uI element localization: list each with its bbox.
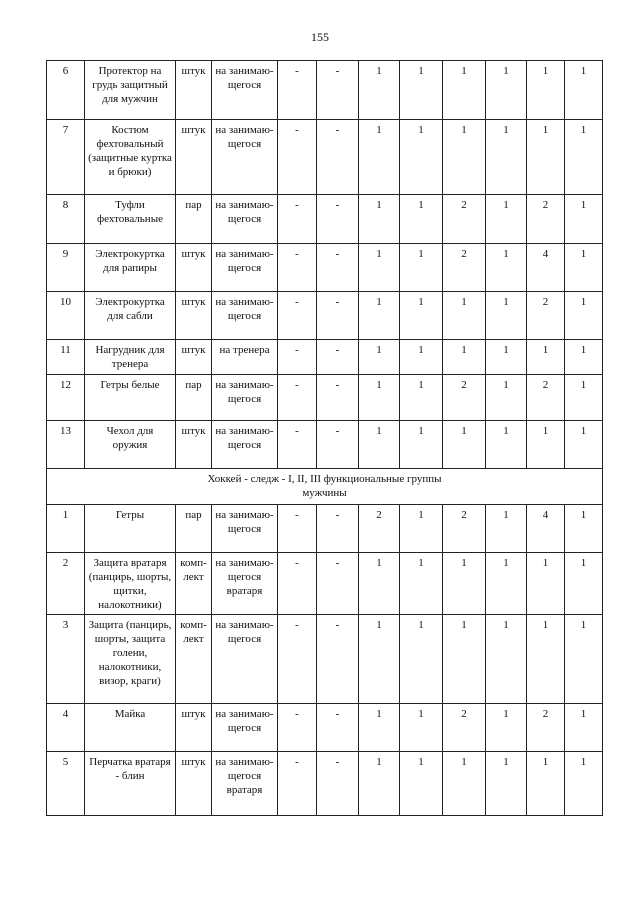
value-dash-cell: - xyxy=(278,421,317,469)
value-dash-cell: - xyxy=(278,244,317,292)
quantity-cell: 2 xyxy=(443,375,486,421)
section-body xyxy=(47,469,603,505)
value-dash-cell: - xyxy=(317,292,359,340)
value-dash-cell: - xyxy=(278,375,317,421)
quantity-cell: 2 xyxy=(359,505,400,553)
value-dash-cell: - xyxy=(278,752,317,816)
value-dash-cell: - xyxy=(278,704,317,752)
quantity-cell: 1 xyxy=(443,120,486,195)
quantity-cell: 1 xyxy=(565,375,603,421)
quantity-cell: 1 xyxy=(527,553,565,615)
value-dash-cell: - xyxy=(278,553,317,615)
quantity-cell: 1 xyxy=(443,421,486,469)
value-dash-cell: - xyxy=(278,615,317,704)
quantity-cell: 1 xyxy=(443,615,486,704)
quantity-cell: 1 xyxy=(486,244,527,292)
quantity-cell: 1 xyxy=(400,752,443,816)
quantity-cell: 1 xyxy=(400,120,443,195)
basis-cell: на занимаю-щегося xyxy=(212,704,278,752)
item-name-cell: Электрокуртка для сабли xyxy=(85,292,176,340)
value-dash-cell: - xyxy=(317,505,359,553)
unit-cell: комп-лект xyxy=(176,615,212,704)
row-number-cell: 5 xyxy=(47,752,85,816)
row-number-cell: 1 xyxy=(47,505,85,553)
value-dash-cell: - xyxy=(317,421,359,469)
table-row xyxy=(47,195,603,244)
quantity-cell: 1 xyxy=(359,120,400,195)
quantity-cell: 2 xyxy=(527,292,565,340)
item-name-cell: Нагрудник для тренера xyxy=(85,340,176,375)
quantity-cell: 1 xyxy=(527,421,565,469)
value-dash-cell: - xyxy=(317,752,359,816)
quantity-cell: 2 xyxy=(527,704,565,752)
quantity-cell: 1 xyxy=(359,553,400,615)
quantity-cell: 1 xyxy=(486,752,527,816)
row-number-cell: 10 xyxy=(47,292,85,340)
quantity-cell: 1 xyxy=(400,553,443,615)
basis-cell: на занимаю-щегося xyxy=(212,195,278,244)
table-row xyxy=(47,292,603,340)
quantity-cell: 1 xyxy=(486,292,527,340)
quantity-cell: 1 xyxy=(486,704,527,752)
quantity-cell: 1 xyxy=(359,704,400,752)
basis-cell: на занимаю-щегося xyxy=(212,505,278,553)
table-row xyxy=(47,505,603,553)
quantity-cell: 1 xyxy=(565,421,603,469)
row-number-cell: 12 xyxy=(47,375,85,421)
basis-cell: на занимаю-щегося xyxy=(212,120,278,195)
quantity-cell: 1 xyxy=(359,615,400,704)
value-dash-cell: - xyxy=(278,505,317,553)
item-name-cell: Майка xyxy=(85,704,176,752)
unit-cell: пар xyxy=(176,505,212,553)
quantity-cell: 1 xyxy=(400,375,443,421)
quantity-cell: 1 xyxy=(486,421,527,469)
quantity-cell: 1 xyxy=(527,61,565,120)
quantity-cell: 1 xyxy=(486,195,527,244)
quantity-cell: 1 xyxy=(565,61,603,120)
value-dash-cell: - xyxy=(317,195,359,244)
quantity-cell: 4 xyxy=(527,505,565,553)
quantity-cell: 1 xyxy=(527,120,565,195)
basis-cell: на занимаю-щегося xyxy=(212,421,278,469)
quantity-cell: 1 xyxy=(359,195,400,244)
quantity-cell: 1 xyxy=(565,752,603,816)
value-dash-cell: - xyxy=(278,61,317,120)
value-dash-cell: - xyxy=(317,615,359,704)
quantity-cell: 1 xyxy=(359,421,400,469)
value-dash-cell: - xyxy=(317,120,359,195)
row-number-cell: 11 xyxy=(47,340,85,375)
basis-cell: на занимаю-щегося вратаря xyxy=(212,553,278,615)
quantity-cell: 1 xyxy=(486,375,527,421)
item-name-cell: Перчатка вратаря - блин xyxy=(85,752,176,816)
table-row xyxy=(47,340,603,375)
equipment-table xyxy=(46,60,603,816)
unit-cell: штук xyxy=(176,704,212,752)
quantity-cell: 1 xyxy=(443,61,486,120)
quantity-cell: 1 xyxy=(400,195,443,244)
quantity-cell: 1 xyxy=(486,505,527,553)
quantity-cell: 1 xyxy=(565,244,603,292)
quantity-cell: 1 xyxy=(565,195,603,244)
table-row xyxy=(47,421,603,469)
quantity-cell: 1 xyxy=(359,752,400,816)
item-name-cell: Чехол для оружия xyxy=(85,421,176,469)
quantity-cell: 1 xyxy=(359,292,400,340)
value-dash-cell: - xyxy=(317,61,359,120)
value-dash-cell: - xyxy=(317,375,359,421)
table-row xyxy=(47,704,603,752)
quantity-cell: 1 xyxy=(565,615,603,704)
row-number-cell: 13 xyxy=(47,421,85,469)
quantity-cell: 2 xyxy=(443,704,486,752)
basis-cell: на занимаю-щегося xyxy=(212,292,278,340)
quantity-cell: 1 xyxy=(400,505,443,553)
basis-cell: на занимаю-щегося xyxy=(212,61,278,120)
quantity-cell: 1 xyxy=(400,61,443,120)
table-row xyxy=(47,120,603,195)
unit-cell: комп-лект xyxy=(176,553,212,615)
quantity-cell: 2 xyxy=(443,505,486,553)
quantity-cell: 1 xyxy=(565,292,603,340)
unit-cell: штук xyxy=(176,421,212,469)
quantity-cell: 1 xyxy=(359,340,400,375)
quantity-cell: 2 xyxy=(527,375,565,421)
quantity-cell: 1 xyxy=(486,340,527,375)
value-dash-cell: - xyxy=(278,292,317,340)
quantity-cell: 1 xyxy=(359,61,400,120)
quantity-cell: 1 xyxy=(400,704,443,752)
section-title: Хоккей - следж - I, II, III функциональные группы xyxy=(207,473,442,485)
quantity-cell: 1 xyxy=(527,340,565,375)
quantity-cell: 2 xyxy=(527,195,565,244)
quantity-cell: 1 xyxy=(443,292,486,340)
value-dash-cell: - xyxy=(317,340,359,375)
quantity-cell: 1 xyxy=(400,292,443,340)
quantity-cell: 1 xyxy=(486,61,527,120)
section-header-cell xyxy=(47,469,603,505)
quantity-cell: 1 xyxy=(527,752,565,816)
value-dash-cell: - xyxy=(278,340,317,375)
table-row xyxy=(47,244,603,292)
row-number-cell: 2 xyxy=(47,553,85,615)
item-name-cell: Гетры белые xyxy=(85,375,176,421)
row-number-cell: 3 xyxy=(47,615,85,704)
table-row xyxy=(47,752,603,816)
quantity-cell: 2 xyxy=(443,195,486,244)
page-number: 155 xyxy=(311,30,329,44)
value-dash-cell: - xyxy=(278,120,317,195)
section-subtitle: мужчины xyxy=(302,487,347,499)
quantity-cell: 2 xyxy=(443,244,486,292)
unit-cell: штук xyxy=(176,752,212,816)
quantity-cell: 1 xyxy=(486,553,527,615)
table-row xyxy=(47,61,603,120)
item-name-cell: Электрокуртка для рапиры xyxy=(85,244,176,292)
quantity-cell: 1 xyxy=(565,505,603,553)
quantity-cell: 1 xyxy=(400,615,443,704)
quantity-cell: 1 xyxy=(443,340,486,375)
unit-cell: штук xyxy=(176,340,212,375)
unit-cell: штук xyxy=(176,292,212,340)
quantity-cell: 1 xyxy=(486,120,527,195)
basis-cell: на занимаю-щегося xyxy=(212,615,278,704)
quantity-cell: 1 xyxy=(359,244,400,292)
quantity-cell: 1 xyxy=(565,553,603,615)
table-row xyxy=(47,553,603,615)
item-name-cell: Защита вратаря (панцирь, шорты, щитки, налокотники) xyxy=(85,553,176,615)
quantity-cell: 1 xyxy=(443,752,486,816)
quantity-cell: 1 xyxy=(359,375,400,421)
section-header-row xyxy=(47,469,603,505)
unit-cell: пар xyxy=(176,375,212,421)
row-number-cell: 4 xyxy=(47,704,85,752)
item-name-cell: Гетры xyxy=(85,505,176,553)
quantity-cell: 1 xyxy=(443,553,486,615)
basis-cell: на занимаю-щегося вратаря xyxy=(212,752,278,816)
quantity-cell: 4 xyxy=(527,244,565,292)
quantity-cell: 1 xyxy=(565,120,603,195)
quantity-cell: 1 xyxy=(400,421,443,469)
row-number-cell: 7 xyxy=(47,120,85,195)
row-number-cell: 6 xyxy=(47,61,85,120)
row-number-cell: 8 xyxy=(47,195,85,244)
value-dash-cell: - xyxy=(317,704,359,752)
basis-cell: на занимаю-щегося xyxy=(212,375,278,421)
value-dash-cell: - xyxy=(317,553,359,615)
table-body-after xyxy=(47,505,603,816)
item-name-cell: Костюм фехтовальный (защитные куртка и брюки) xyxy=(85,120,176,195)
item-name-cell: Защита (панцирь, шорты, защита голени, налокотники, визор, краги) xyxy=(85,615,176,704)
quantity-cell: 1 xyxy=(527,615,565,704)
unit-cell: штук xyxy=(176,120,212,195)
table-row xyxy=(47,375,603,421)
quantity-cell: 1 xyxy=(400,340,443,375)
quantity-cell: 1 xyxy=(565,704,603,752)
quantity-cell: 1 xyxy=(486,615,527,704)
item-name-cell: Туфли фехтовальные xyxy=(85,195,176,244)
row-number-cell: 9 xyxy=(47,244,85,292)
value-dash-cell: - xyxy=(317,244,359,292)
unit-cell: штук xyxy=(176,61,212,120)
basis-cell: на тренера xyxy=(212,340,278,375)
value-dash-cell: - xyxy=(278,195,317,244)
unit-cell: штук xyxy=(176,244,212,292)
quantity-cell: 1 xyxy=(400,244,443,292)
table-body-before xyxy=(47,61,603,469)
quantity-cell: 1 xyxy=(565,340,603,375)
unit-cell: пар xyxy=(176,195,212,244)
table-row xyxy=(47,615,603,704)
item-name-cell: Протектор на грудь защитный для мужчин xyxy=(85,61,176,120)
basis-cell: на занимаю-щегося xyxy=(212,244,278,292)
